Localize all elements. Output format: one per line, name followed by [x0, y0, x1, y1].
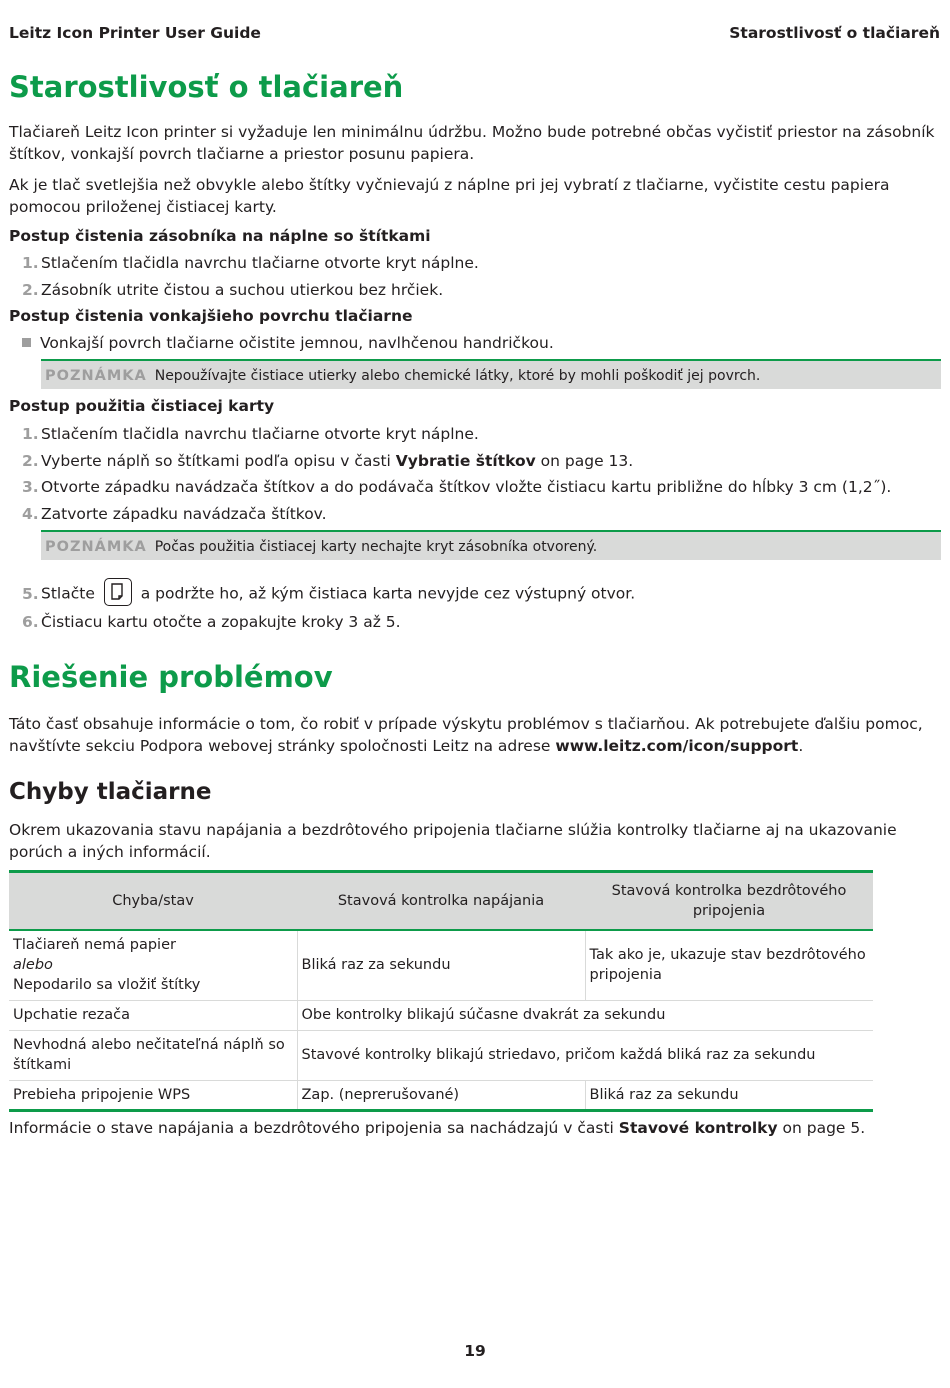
- feed-button-icon: [104, 578, 132, 606]
- note-text: Nepoužívajte čistiace utierky alebo chemické látky, ktoré by mohli poškodiť jej povrch.: [154, 368, 761, 384]
- troubleshooting-intro: [9, 713, 939, 757]
- table-cell: Bliká raz za sekundu: [585, 1080, 873, 1110]
- step-text: Zásobník utrite čistou a suchou utierkou bez hrčiek.: [41, 281, 444, 299]
- table-cell: Nevhodná alebo nečitateľná náplň so štítkami: [9, 1030, 297, 1080]
- list-item: [22, 476, 891, 498]
- step-text: a podržte ho, až kým čistiaca karta nevyjde cez výstupný otvor.: [140, 584, 636, 603]
- bullet-text: Vonkajší povrch tlačiarne očistite jemnou, navlhčenou handričkou.: [40, 334, 554, 352]
- cell-line: Tlačiareň nemá papier: [13, 937, 176, 954]
- step-text: Stlačením tlačidla navrchu tlačiarne otvorte kryt náplne.: [41, 425, 479, 443]
- step-text: Čistiacu kartu otočte a zopakujte kroky 3 až 5.: [41, 613, 401, 631]
- table-header-row: [9, 872, 873, 931]
- page-number: 19: [464, 1342, 486, 1360]
- table-cell: Tak ako je, ukazuje stav bezdrôtového pripojenia: [585, 930, 873, 1000]
- support-link[interactable]: www.leitz.com/icon/support: [555, 737, 799, 755]
- running-header-title: Leitz Icon Printer User Guide: [9, 24, 261, 42]
- table-row: [9, 930, 873, 1000]
- list-item: [22, 252, 479, 274]
- list-item: [22, 450, 633, 472]
- cross-reference-link[interactable]: Stavové kontrolky: [618, 1119, 778, 1137]
- list-item: [22, 423, 479, 445]
- status-lights-reference: [9, 1117, 939, 1139]
- column-header: Stavová kontrolka napájania: [297, 872, 585, 931]
- column-header: Chyba/stav: [9, 872, 297, 931]
- step-number: 4.: [22, 505, 39, 523]
- intro-text-end: .: [798, 737, 804, 755]
- exterior-cleaning-heading: Postup čistenia vonkajšieho povrchu tlačiarne: [9, 307, 413, 325]
- step-text: Zatvorte západku navádzača štítkov.: [41, 505, 327, 523]
- section-title-care: Starostlivosť o tlačiareň: [9, 70, 404, 104]
- note-label: POZNÁMKA: [45, 368, 147, 384]
- list-item: [22, 279, 443, 301]
- cell-line: Nepodarilo sa vložiť štítky: [13, 977, 201, 994]
- step-number: 3.: [22, 478, 39, 496]
- step-number: 5.: [22, 584, 39, 603]
- step-text: Otvorte západku navádzača štítkov a do podávača štítkov vložte čistiacu kartu približne do hĺbky 3 cm (1,2˝).: [41, 478, 892, 496]
- step-number: 2.: [22, 281, 39, 299]
- table-cell: Zap. (neprerušované): [297, 1080, 585, 1110]
- note-box: [41, 530, 941, 560]
- table-cell: Upchatie rezača: [9, 1000, 297, 1030]
- table-cell: Prebieha pripojenie WPS: [9, 1080, 297, 1110]
- care-paragraph-2: Ak je tlač svetlejšia než obvykle alebo štítky vyčnievajú z náplne pri jej vybratí z tlačiarne, vyčistite cestu papiera pomocou priloženej čistiacej karty.: [9, 176, 890, 216]
- note-box: [41, 359, 941, 389]
- table-cell: Obe kontrolky blikajú súčasne dvakrát za sekundu: [297, 1000, 873, 1030]
- step-number: 2.: [22, 452, 39, 470]
- section-title-troubleshooting: Riešenie problémov: [9, 660, 333, 694]
- printer-errors-heading: Chyby tlačiarne: [9, 779, 212, 805]
- list-item: [22, 503, 327, 525]
- step-number: 6.: [22, 613, 39, 631]
- reference-text-end: on page 5.: [777, 1119, 866, 1137]
- step-text: Stlačením tlačidla navrchu tlačiarne otvorte kryt náplne.: [41, 254, 479, 272]
- table-cell: Bliká raz za sekundu: [297, 930, 585, 1000]
- list-item: [22, 611, 401, 633]
- error-status-table: [9, 870, 873, 1112]
- column-header: Stavová kontrolka bezdrôtového pripojenia: [585, 872, 873, 931]
- note-text: Počas použitia čistiacej karty nechajte kryt zásobníka otvorený.: [154, 539, 598, 555]
- step-number: 1.: [22, 254, 39, 272]
- note-label: POZNÁMKA: [45, 539, 147, 555]
- table-row: [9, 1080, 873, 1110]
- cleaning-card-heading: Postup použitia čistiacej karty: [9, 397, 275, 415]
- step-text: on page 13.: [535, 452, 634, 470]
- bullet-square-icon: [22, 338, 31, 347]
- step-text: Vyberte náplň so štítkami podľa opisu v časti: [41, 452, 396, 470]
- intro-text: Táto časť obsahuje informácie o tom, čo robiť v prípade výskytu problémov s tlačiarňou. Ak potrebujete ďalšiu pomoc, navštívte sekciu Podpora webovej stránky spoločnosti Leitz na adrese: [9, 715, 923, 755]
- table-row: [9, 1000, 873, 1030]
- reference-text: Informácie o stave napájania a bezdrôtového pripojenia sa nachádzajú v časti: [9, 1119, 619, 1137]
- list-item: [22, 580, 635, 608]
- cross-reference-link[interactable]: Vybratie štítkov: [395, 452, 536, 470]
- running-header-section: Starostlivosť o tlačiareň: [729, 24, 940, 42]
- care-paragraph-1: Tlačiareň Leitz Icon printer si vyžaduje len minimálnu údržbu. Možno bude potrebné občas vyčistiť priestor na zásobník štítkov, vonkajší povrch tlačiarne a priestor posunu papiera.: [9, 123, 935, 163]
- step-number: 1.: [22, 425, 39, 443]
- table-cell: Stavové kontrolky blikajú striedavo, pričom každá bliká raz za sekundu: [297, 1030, 873, 1080]
- printer-errors-intro: Okrem ukazovania stavu napájania a bezdrôtového pripojenia tlačiarne slúžia kontrolky tlačiarne aj na ukazovanie porúch a iných informácií.: [9, 821, 897, 861]
- table-cell: [9, 930, 297, 1000]
- cell-line: alebo: [13, 957, 53, 974]
- list-item: [22, 332, 554, 354]
- table-row: [9, 1030, 873, 1080]
- step-text: Stlačte: [41, 584, 95, 603]
- cartridge-cleaning-heading: Postup čistenia zásobníka na náplne so štítkami: [9, 227, 431, 245]
